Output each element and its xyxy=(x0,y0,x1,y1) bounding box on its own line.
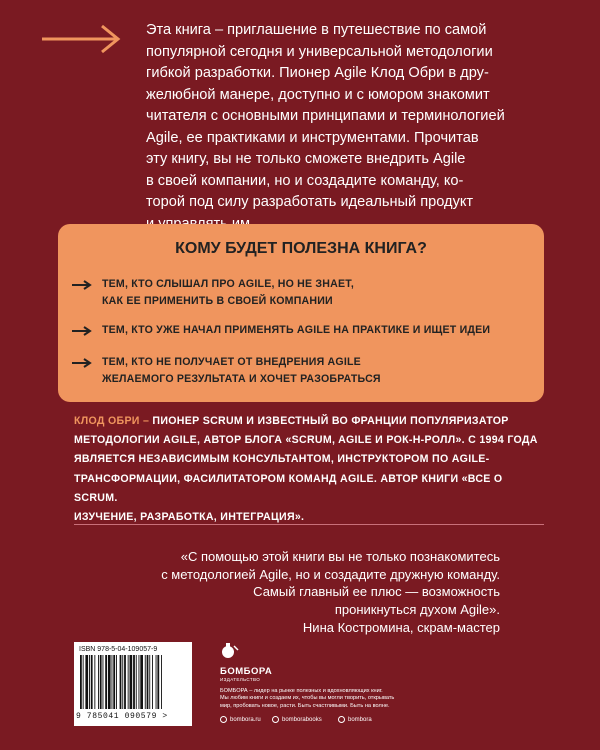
audience-item-line: КАК ЕЕ ПРИМЕНИТЬ В СВОЕЙ КОМПАНИИ xyxy=(102,295,333,307)
intro-line: эту книгу, вы не только сможете внедрить Agile xyxy=(146,151,466,167)
intro-line: гибкой разработки. Пионер Agile Клод Обри в дру- xyxy=(146,65,489,81)
social-link-instagram[interactable] xyxy=(338,716,372,723)
isbn-barcode xyxy=(74,642,192,726)
intro-line: Эта книга – приглашение в путешествие по самой xyxy=(146,22,487,38)
social-link-vk[interactable] xyxy=(272,716,322,723)
intro-line: Agile, ее практиками и инструментами. Прочитав xyxy=(146,129,479,146)
author-bio xyxy=(74,412,544,527)
social-link-label: bombora.ru xyxy=(230,716,261,723)
publisher-blurb xyxy=(220,688,450,710)
isbn-number: ISBN 978-5-04-109057-9 xyxy=(79,646,158,653)
target-audience-title: КОМУ БУДЕТ ПОЛЕЗНА КНИГА? xyxy=(175,240,427,257)
arrow-right-icon xyxy=(72,358,92,368)
audience-item-line: ЖЕЛАЕМОГО РЕЗУЛЬТАТА И ХОЧЕТ РАЗОБРАТЬСЯ xyxy=(102,373,381,385)
arrow-right-icon xyxy=(42,24,122,54)
intro-line: в своей компании, но и создадите команду, ко- xyxy=(146,172,464,189)
audience-item-line: ТЕМ, КТО НЕ ПОЛУЧАЕТ ОТ ВНЕДРЕНИЯ AGILE xyxy=(102,356,361,368)
vk-icon xyxy=(272,716,279,723)
barcode-digits: 9 785041 090579 > xyxy=(76,712,168,721)
author-name: КЛОД ОБРИ – xyxy=(74,415,150,427)
quote-line: проникнуться духом Agile». xyxy=(334,601,500,617)
quote-line: с методологией Agile, но и создадите дружную команду. xyxy=(161,566,500,582)
intro-paragraph xyxy=(146,20,566,235)
bio-line: МЕТОДОЛОГИИ AGILE, АВТОР БЛОГА «SCRUM, AGILE И РОК-Н-РОЛЛ». С 1994 ГОДА xyxy=(74,434,538,447)
social-link-label: bombora xyxy=(348,716,372,723)
social-link-site[interactable] xyxy=(220,716,261,723)
audience-item-line: ТЕМ, КТО СЛЫШАЛ ПРО AGILE, НО НЕ ЗНАЕТ, xyxy=(102,278,354,290)
bio-line: ЯВЛЯЕТСЯ НЕЗАВИСИМЫМ КОНСУЛЬТАНТОМ, ИНСТРУКТОРОМ ПО AGILE- xyxy=(74,453,490,466)
bio-line: ТРАНСФОРМАЦИИ, ФАСИЛИТАТОРОМ КОМАНД AGILE. АВТОР КНИГИ «ВСЕ О SCRUM. xyxy=(74,472,503,504)
bio-line xyxy=(74,412,544,431)
quote-line: Самый главный ее плюс — возможность xyxy=(253,584,500,599)
intro-line: читателя с основными принципами и терминологией xyxy=(146,108,505,124)
audience-item-line: ТЕМ, КТО УЖЕ НАЧАЛ ПРИМЕНЯТЬ AGILE НА ПРАКТИКЕ И ИЩЕТ ИДЕИ xyxy=(102,324,491,336)
section-divider xyxy=(74,524,544,525)
review-quote xyxy=(136,548,500,618)
arrow-right-icon xyxy=(72,326,92,336)
intro-line: торой под силу разработать идеальный продукт xyxy=(146,194,474,210)
intro-line: желюбной манере, доступно и с юмором знакомит xyxy=(146,86,490,103)
intro-line: популярной сегодня и универсальной методологии xyxy=(146,43,493,60)
publisher-name: БОМБОРА xyxy=(220,666,273,677)
globe-icon xyxy=(220,716,227,723)
arrow-right-icon xyxy=(72,280,92,290)
publisher-subtitle: ИЗДАТЕЛЬСТВО xyxy=(220,677,261,682)
quote-author: Нина Костромина, скрам-мастер xyxy=(302,620,500,635)
bio-line: ИЗУЧЕНИЕ, РАЗРАБОТКА, ИНТЕГРАЦИЯ». xyxy=(74,511,305,524)
target-audience-box xyxy=(58,224,544,402)
blurb-line: мир, пробовать новое, расти. Быть счастливыми. Быть на волне. xyxy=(220,702,390,709)
instagram-icon xyxy=(338,716,345,723)
barcode-icon xyxy=(78,655,188,711)
bio-line-text: ПИОНЕР SCRUM И ИЗВЕСТНЫЙ ВО ФРАНЦИИ ПОПУЛЯРИЗАТОР xyxy=(149,415,509,427)
blurb-line: Мы любим книги и создаем их, чтобы вы могли творить, открывать xyxy=(220,695,395,702)
social-link-label: bomborabooks xyxy=(282,716,322,723)
social-links xyxy=(220,716,520,728)
quote-line: «С помощью этой книги вы не только познакомитесь xyxy=(180,549,500,564)
blurb-line: БОМБОРА – лидер на рынке полезных и вдохновляющих книг. xyxy=(220,688,383,694)
